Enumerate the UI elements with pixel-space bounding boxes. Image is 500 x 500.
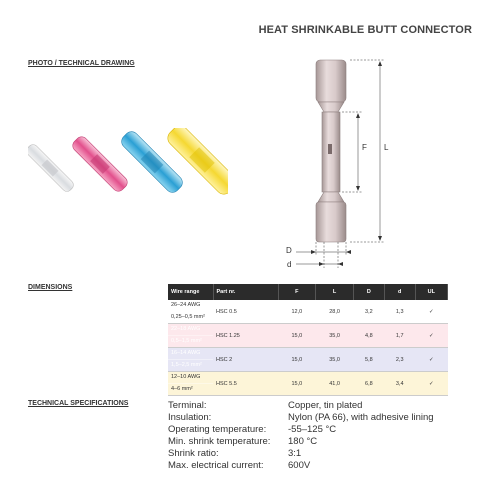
wire-range-cell: 12–10 AWG 4–6 mm² xyxy=(168,372,213,396)
spec-row: Shrink ratio: 3:1 xyxy=(168,448,302,460)
part-cell: HSC 1.25 xyxy=(213,324,278,348)
label-f: F xyxy=(362,143,367,152)
header-d: d xyxy=(384,284,415,300)
spec-row: Max. electrical current: 600V xyxy=(168,460,311,472)
ul-check-icon: ✓ xyxy=(415,324,447,348)
f-cell: 12,0 xyxy=(278,300,316,324)
connectors-photo xyxy=(28,128,228,208)
label-d-inner: d xyxy=(287,260,292,269)
d-cell: 1,7 xyxy=(384,324,415,348)
spec-row: Min. shrink temperature: 180 °C xyxy=(168,436,318,448)
D-cell: 5,8 xyxy=(353,348,384,372)
table-row xyxy=(168,324,448,348)
page-title: HEAT SHRINKABLE BUTT CONNECTOR xyxy=(258,24,472,36)
header-wire-range: Wire range xyxy=(168,284,213,300)
D-cell: 6,8 xyxy=(353,372,384,396)
table-row xyxy=(168,348,448,372)
specs-section-label: TECHNICAL SPECIFICATIONS xyxy=(28,400,129,407)
header-f: F xyxy=(278,284,316,300)
spec-row: Terminal: Copper, tin plated xyxy=(168,400,363,411)
f-cell: 15,0 xyxy=(278,324,316,348)
header-ul: UL xyxy=(415,284,447,300)
ul-check-icon: ✓ xyxy=(415,372,447,396)
spec-row: Insulation: Nylon (PA 66), with adhesive lining xyxy=(168,412,434,424)
D-cell: 4,8 xyxy=(353,324,384,348)
ul-check-icon: ✓ xyxy=(415,348,447,372)
l-cell: 35,0 xyxy=(316,324,354,348)
l-cell: 35,0 xyxy=(316,348,354,372)
table-row xyxy=(168,372,448,396)
d-cell: 3,4 xyxy=(384,372,415,396)
f-cell: 15,0 xyxy=(278,372,316,396)
l-cell: 41,0 xyxy=(316,372,354,396)
ul-check-icon: ✓ xyxy=(415,300,447,324)
D-cell: 3,2 xyxy=(353,300,384,324)
connector-white xyxy=(28,143,75,194)
header-D: D xyxy=(353,284,384,300)
dimensions-section-label: DIMENSIONS xyxy=(28,284,73,291)
d-cell: 2,3 xyxy=(384,348,415,372)
wire-range-cell: 22–18 AWG 0,5–1,5 mm² xyxy=(168,324,213,348)
table-row xyxy=(168,300,448,324)
connector-red xyxy=(70,134,129,193)
part-cell: HSC 0.5 xyxy=(213,300,278,324)
d-cell: 1,3 xyxy=(384,300,415,324)
header-part-nr: Part nr. xyxy=(213,284,278,300)
technical-specifications xyxy=(168,400,434,473)
part-cell: HSC 5.5 xyxy=(213,372,278,396)
label-l: L xyxy=(384,143,389,152)
table-header-row xyxy=(168,284,448,300)
f-cell: 15,0 xyxy=(278,348,316,372)
part-cell: HSC 2 xyxy=(213,348,278,372)
label-d-outer: D xyxy=(286,246,292,255)
header-l: L xyxy=(316,284,354,300)
dimensions-table xyxy=(168,284,448,396)
l-cell: 28,0 xyxy=(316,300,354,324)
spec-row: Operating temperature: -55–125 °C xyxy=(168,424,337,436)
wire-range-cell: 16–14 AWG 1,5–2,5 mm² xyxy=(168,348,213,372)
wire-range-cell: 26–24 AWG 0,25–0,5 mm² xyxy=(168,300,213,324)
photo-section-label: PHOTO / TECHNICAL DRAWING xyxy=(28,60,135,67)
technical-drawing xyxy=(280,52,400,272)
